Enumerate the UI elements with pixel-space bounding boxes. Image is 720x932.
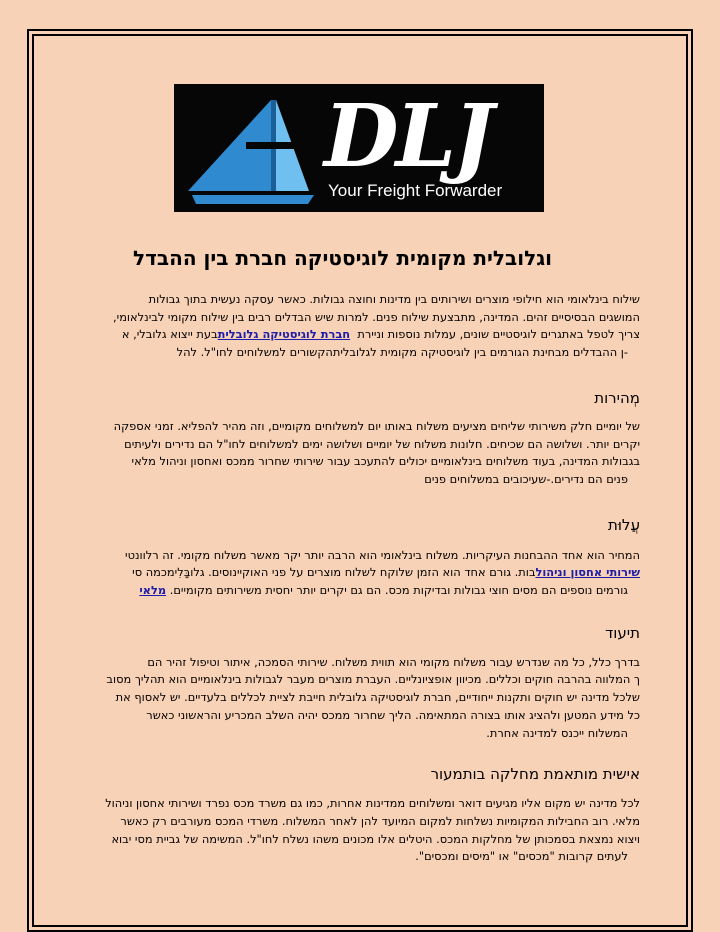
customs-line-1: לכל מדינה יש מקום אליו מגיעים דואר ומשלוחים ממדינות אחרות, כמו גם משרד מכס נפרד ושירותי אחסון וניהול [105, 796, 640, 811]
intro-line-3 [80, 326, 640, 344]
documentation-line-1: בדרך כלל, כל מה שנדרש עבור משלוח מקומי הוא תווית משלוח. שירותי הסמכה, איתור וטיפול זהיר הם [147, 654, 640, 669]
global-logistics-company-link[interactable]: חברת לוגיסטיקה גלובלית [217, 327, 351, 342]
cost-line-1: המחיר הוא אחד ההבחנות העיקריות. משלוח בינלאומי הוא הרבה יותר יקר מאשר משלוח מקומי. זה רלוונטי [125, 547, 640, 562]
customs-line-3: ויצוא נמצאת בסמכותן של מחלקות המכס. היטלים אלו מכונים משהו נשלח לחו"ל. המשימה של גביית מסי יבוא [111, 831, 640, 846]
dlj-logo [174, 84, 544, 212]
intro-line-4: -ן ההבדלים מבחינת הגורמים בין לוגיסטיקה מקומית לגלובליתהקשורים למשלוחים לחו"ל. להל [176, 345, 628, 360]
intro-line-1: שילוח בינלאומי הוא חילופי מוצרים ושירותים בין מדינות וחוצה גבולות. כאשר עסקה נעשית בתוך גבולות [148, 292, 640, 306]
cost-line-3-text: גורמים נוספים הם מסים חוצי גבולות ובדיקות מכס. הם גם יקרים יותר יחסית משירותים מקומיים. [169, 583, 628, 598]
intro-line-3-tail: בעת ייצוא גלובלי, א [121, 327, 218, 342]
inventory-link[interactable]: מלאי [139, 583, 167, 598]
cost-line-2 [80, 564, 640, 582]
customs-line-4: לעתים קרובות "מכסים" או "מיסים ומכסים". [415, 849, 628, 864]
speed-line-2: יקרים יותר. ושלושה הם שכיחים. חלונות משלוח של יומיים ושלושה ימים למשלוחים לחו"ל הם נדירים ולעיתים [124, 436, 640, 451]
page-title: וגלובלית מקומית לוגיסטיקה חברת בין ההבדל [133, 246, 552, 270]
cost-heading: עֲלוּת [607, 515, 640, 534]
speed-heading: מְהירות [594, 388, 640, 407]
intro-line-2: המושגים הבסיסיים זהים. המדינה, מתבצעת שילוח פנים. למרות שיש הבדלים רבים בין שילוח מקומי לבינלאומי, [113, 309, 640, 324]
documentation-line-2: ך המלווה בהרבה חוקים וכללים. מכיוון אופציונליים. העברת מוצרים מעבר לגבולות בינלאומיים הוא תהליך מסוב [106, 672, 640, 687]
logo-tagline: Your Freight Forwarder [328, 181, 503, 200]
speed-line-3: בגבולות המדינה, בעוד משלוחים בינלאומיים יכולים להתעכב עבור שירותי שחרור ממכס ואחסון וניהול מלאי [131, 454, 640, 469]
cost-line-2-text: בות. גורם אחד הוא הזמן שלוקח לשלוח מוצרים על פני האוקיינוסים. גלובָּלִימכמה סי [132, 565, 536, 580]
customs-line-2: מלאי. רוב החבילות המקומיות נשלחות למקום המיועד להן לאחר המשלוח. משרדי המכס מעורבים רק כאשר [120, 813, 640, 828]
cost-paragraph [80, 547, 640, 600]
documentation-paragraph [80, 654, 640, 743]
intro-paragraph [80, 291, 640, 362]
documentation-heading: תיעוד [605, 623, 640, 642]
logo-wordmark: DLJ [324, 86, 491, 187]
customs-paragraph [80, 795, 640, 866]
cost-line-3 [80, 582, 640, 600]
speed-line-4: פנים הם נדירים.-שעיכובים במשלוחים פנים [424, 471, 628, 486]
documentation-line-4: כל מידע המטען ולהציג אותו בצורה המתאימה. הליך שחרור ממכס יהיה השלב המכריע והראשוני כאשר [146, 707, 640, 722]
customs-heading: אישית מותאמת מחלקה בותמעור [430, 765, 640, 784]
storage-management-link[interactable]: שירותי אחסון וניהול [535, 565, 640, 580]
documentation-line-5: המשלוח ייכנס למדינה אחרת. [486, 725, 628, 740]
documentation-line-3: שלכל מדינה יש חוקים ותקנות ייחודיים, חברת לוגיסטיקה גלובלית חייבת לציית לכללים בלעדיים. יש לאסוף את [115, 690, 640, 705]
article [80, 243, 640, 866]
speed-paragraph [80, 418, 640, 489]
speed-line-1: של יומיים חלק משירותי שליחים מציעים משלוח באותו יום למשלוחים מקומיים, וזה מהיר להפליא. זמני אספקה [113, 418, 640, 433]
intro-line-3-text: צריך לטפל באתגרים לוגיסטיים שונים, עמלות נוספות וניירת [357, 327, 640, 342]
